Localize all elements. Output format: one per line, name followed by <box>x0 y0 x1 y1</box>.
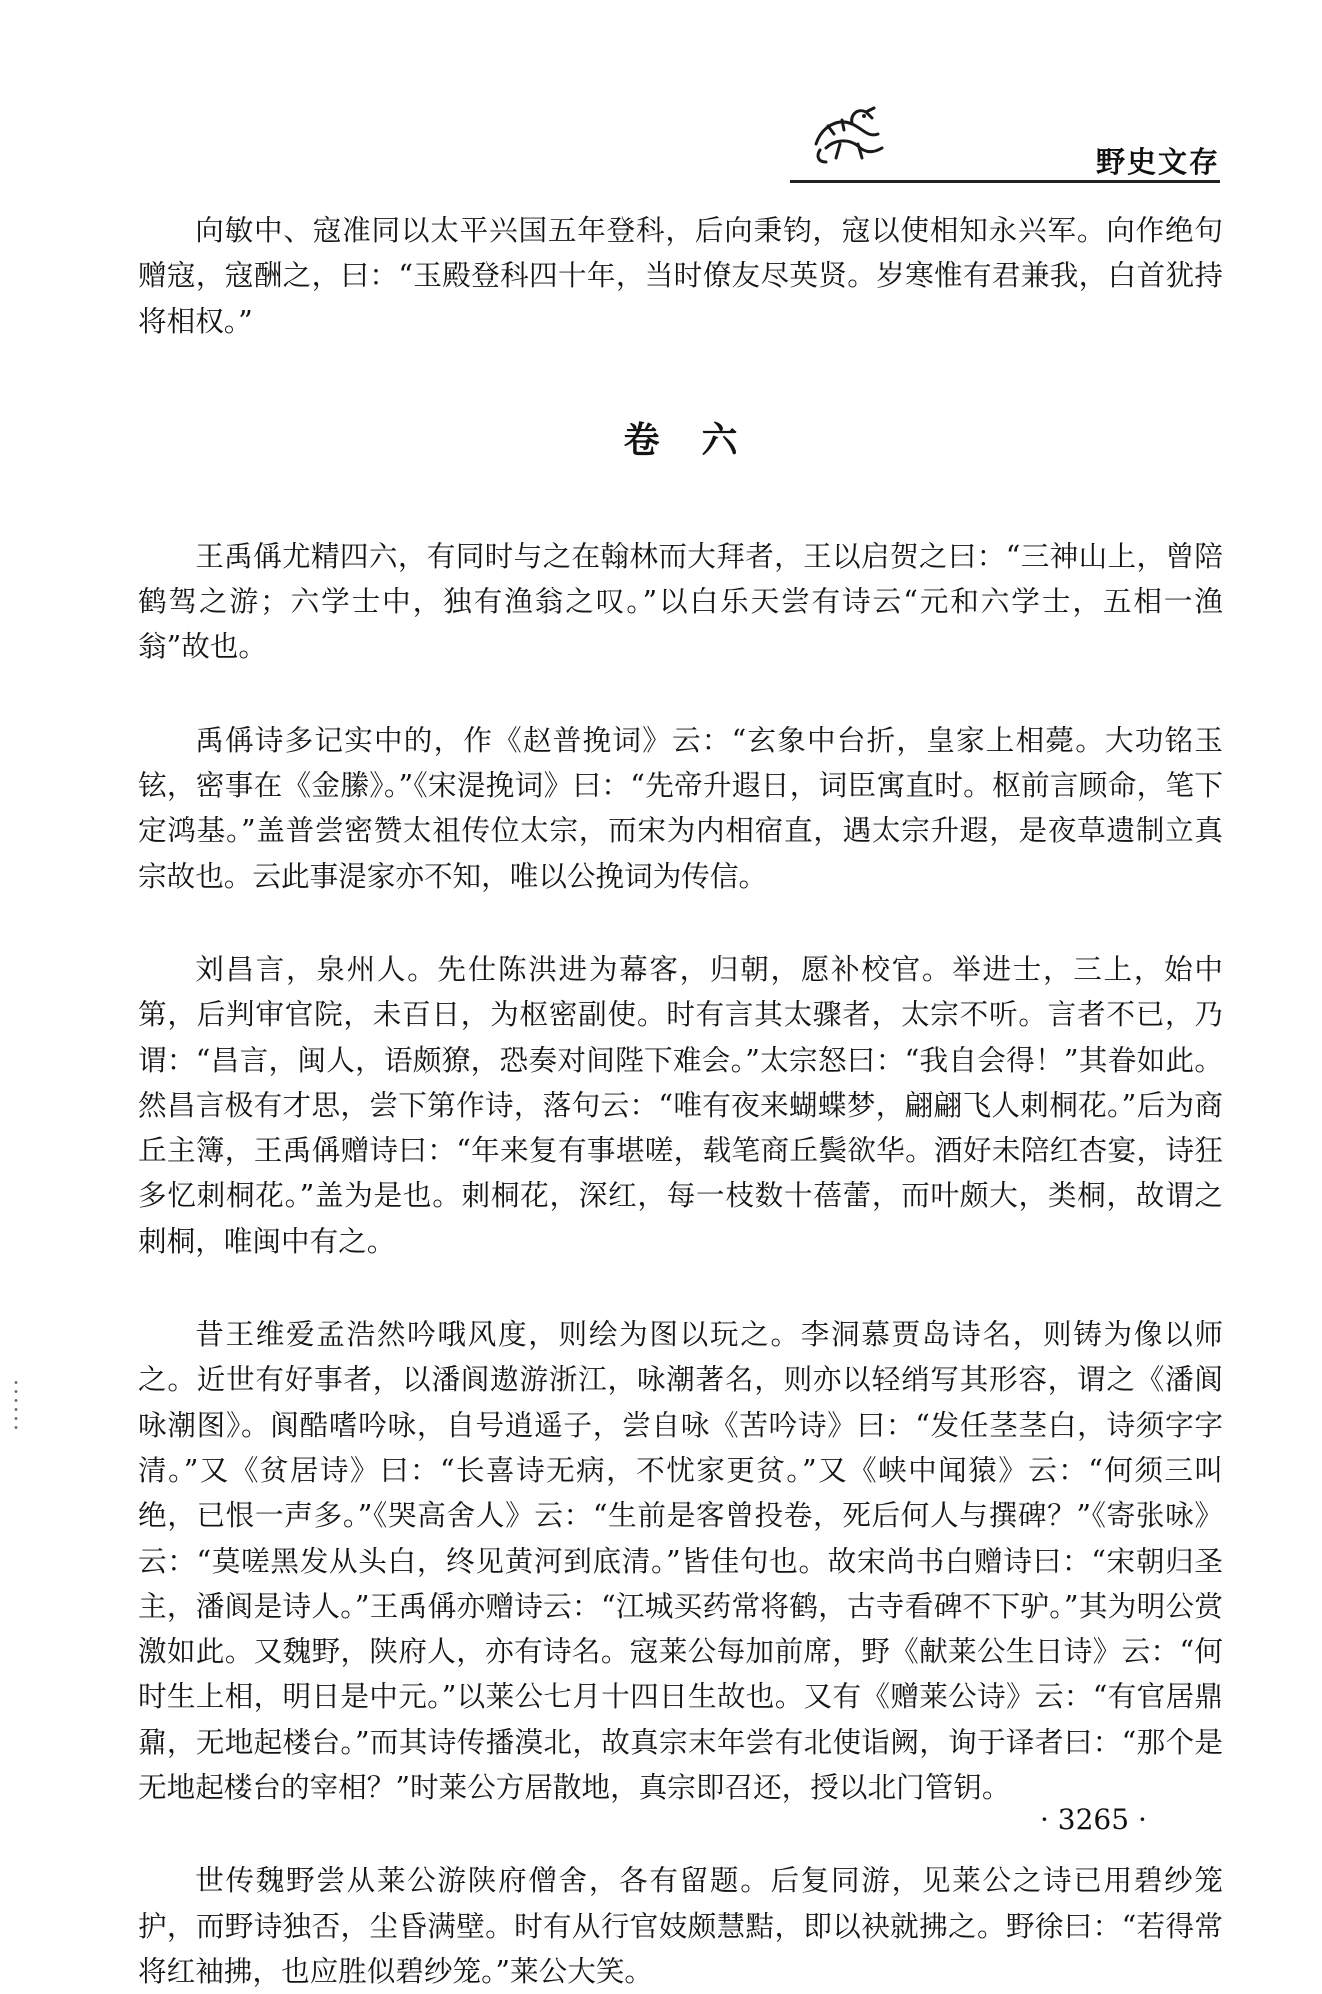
page-body <box>138 208 1223 1994</box>
paragraph: 刘昌言，泉州人。先仕陈洪进为幕客，归朝，愿补校官。举进士，三上，始中第，后判审官院，未百日，为枢密副使。时有言其太骤者，太宗不听。言者不已，乃谓：“昌言，闽人，语颇獠，恐奏对间陛下难会。”太宗怒曰：“我自会得！”其眷如此。然昌言极有才思，尝下第作诗，落句云：“唯有夜来蝴蝶梦，翩翩飞人刺桐花。”后为商丘主簿，王禹偁赠诗曰：“年来复有事堪嗟，载笔商丘鬓欲华。酒好未陪红杏宴，诗狂多忆刺桐花。”盖为是也。刺桐花，深红，每一枝数十蓓蕾，而叶颇大，类桐，故谓之刺桐，唯闽中有之。 <box>138 951 1223 1258</box>
paragraph: 昔王维爱孟浩然吟哦风度，则绘为图以玩之。李洞慕贾岛诗名，则铸为像以师之。近世有好事者，以潘阆遨游浙江，咏潮著名，则亦以轻绡写其形容，谓之《潘阆咏潮图》。阆酷嗜吟咏，自号逍遥子，尝自咏《苦吟诗》曰：“发任茎茎白，诗须字字清。”又《贫居诗》曰：“长喜诗无病，不忧家更贫。”又《峡中闻猿》云：“何须三叫绝，已恨一声多。”《哭高舍人》云：“生前是客曾投卷，死后何人与撰碑？”《寄张咏》云：“莫嗟黑发从头白，终见黄河到底清。”皆佳句也。故宋尚书白赠诗曰：“宋朝归圣主，潘阆是诗人。”王禹偁亦赠诗云：“江城买药常将鹤，古寺看碑不下驴。”其为明公赏激如此。又魏野，陕府人，亦有诗名。寇莱公每加前席，野《献莱公生日诗》云：“何时生上相，明日是中元。”以莱公七月十四日生故也。又有《赠莱公诗》云：“有官居鼎鼐，无地起楼台。”而其诗传播漠北，故真宗末年尝有北使诣阙，询于译者曰：“那个是无地起楼台的宰相？”时莱公方居散地，真宗即召还，授以北门管钥。 <box>138 1317 1223 1805</box>
paragraph: 王禹偁尤精四六，有同时与之在翰林而大拜者，王以启贺之曰：“三神山上，曾陪鹤驾之游；六学士中，独有渔翁之叹。”以白乐天尝有诗云“元和六学士，五相一渔翁”故也。 <box>138 538 1223 664</box>
page-number: · 3265 · <box>1040 1803 1147 1836</box>
volume-title: 卷六 <box>623 419 780 461</box>
paragraph: 世传魏野尝从莱公游陕府僧舍，各有留题。后复同游，见莱公之诗已用碧纱笼护，而野诗独否，尘昏满壁。时有从行官妓颇慧黠，即以袂就拂之。野徐曰：“若得常将红袖拂，也应胜似碧纱笼。”莱公大笑。 <box>138 1863 1223 1988</box>
header-title: 野史文存 <box>1095 145 1220 179</box>
margin-binding-dots <box>13 1378 19 1432</box>
header-rule <box>790 180 1220 183</box>
paragraph: 向敏中、寇准同以太平兴国五年登科，后向秉钧，寇以使相知永兴军。向作绝句赠寇，寇酬之，曰：“玉殿登科四十年，当时僚友尽英贤。岁寒惟有君兼我，白首犹持将相权。” <box>138 213 1223 338</box>
running-header <box>790 100 1220 180</box>
dragon-emblem-icon <box>808 104 888 168</box>
paragraph: 禹偁诗多记实中的，作《赵普挽词》云：“玄象中台折，皇家上相薨。大功铭玉铉，密事在《金縢》。”《宋湜挽词》曰：“先帝升遐日，词臣寓直时。枢前言顾命，笔下定鸿基。”盖普尝密赞太祖传位太宗，而宋为内相宿直，遇太宗升遐，是夜草遗制立真宗故也。云此事湜家亦不知，唯以公挽词为传信。 <box>138 722 1223 893</box>
